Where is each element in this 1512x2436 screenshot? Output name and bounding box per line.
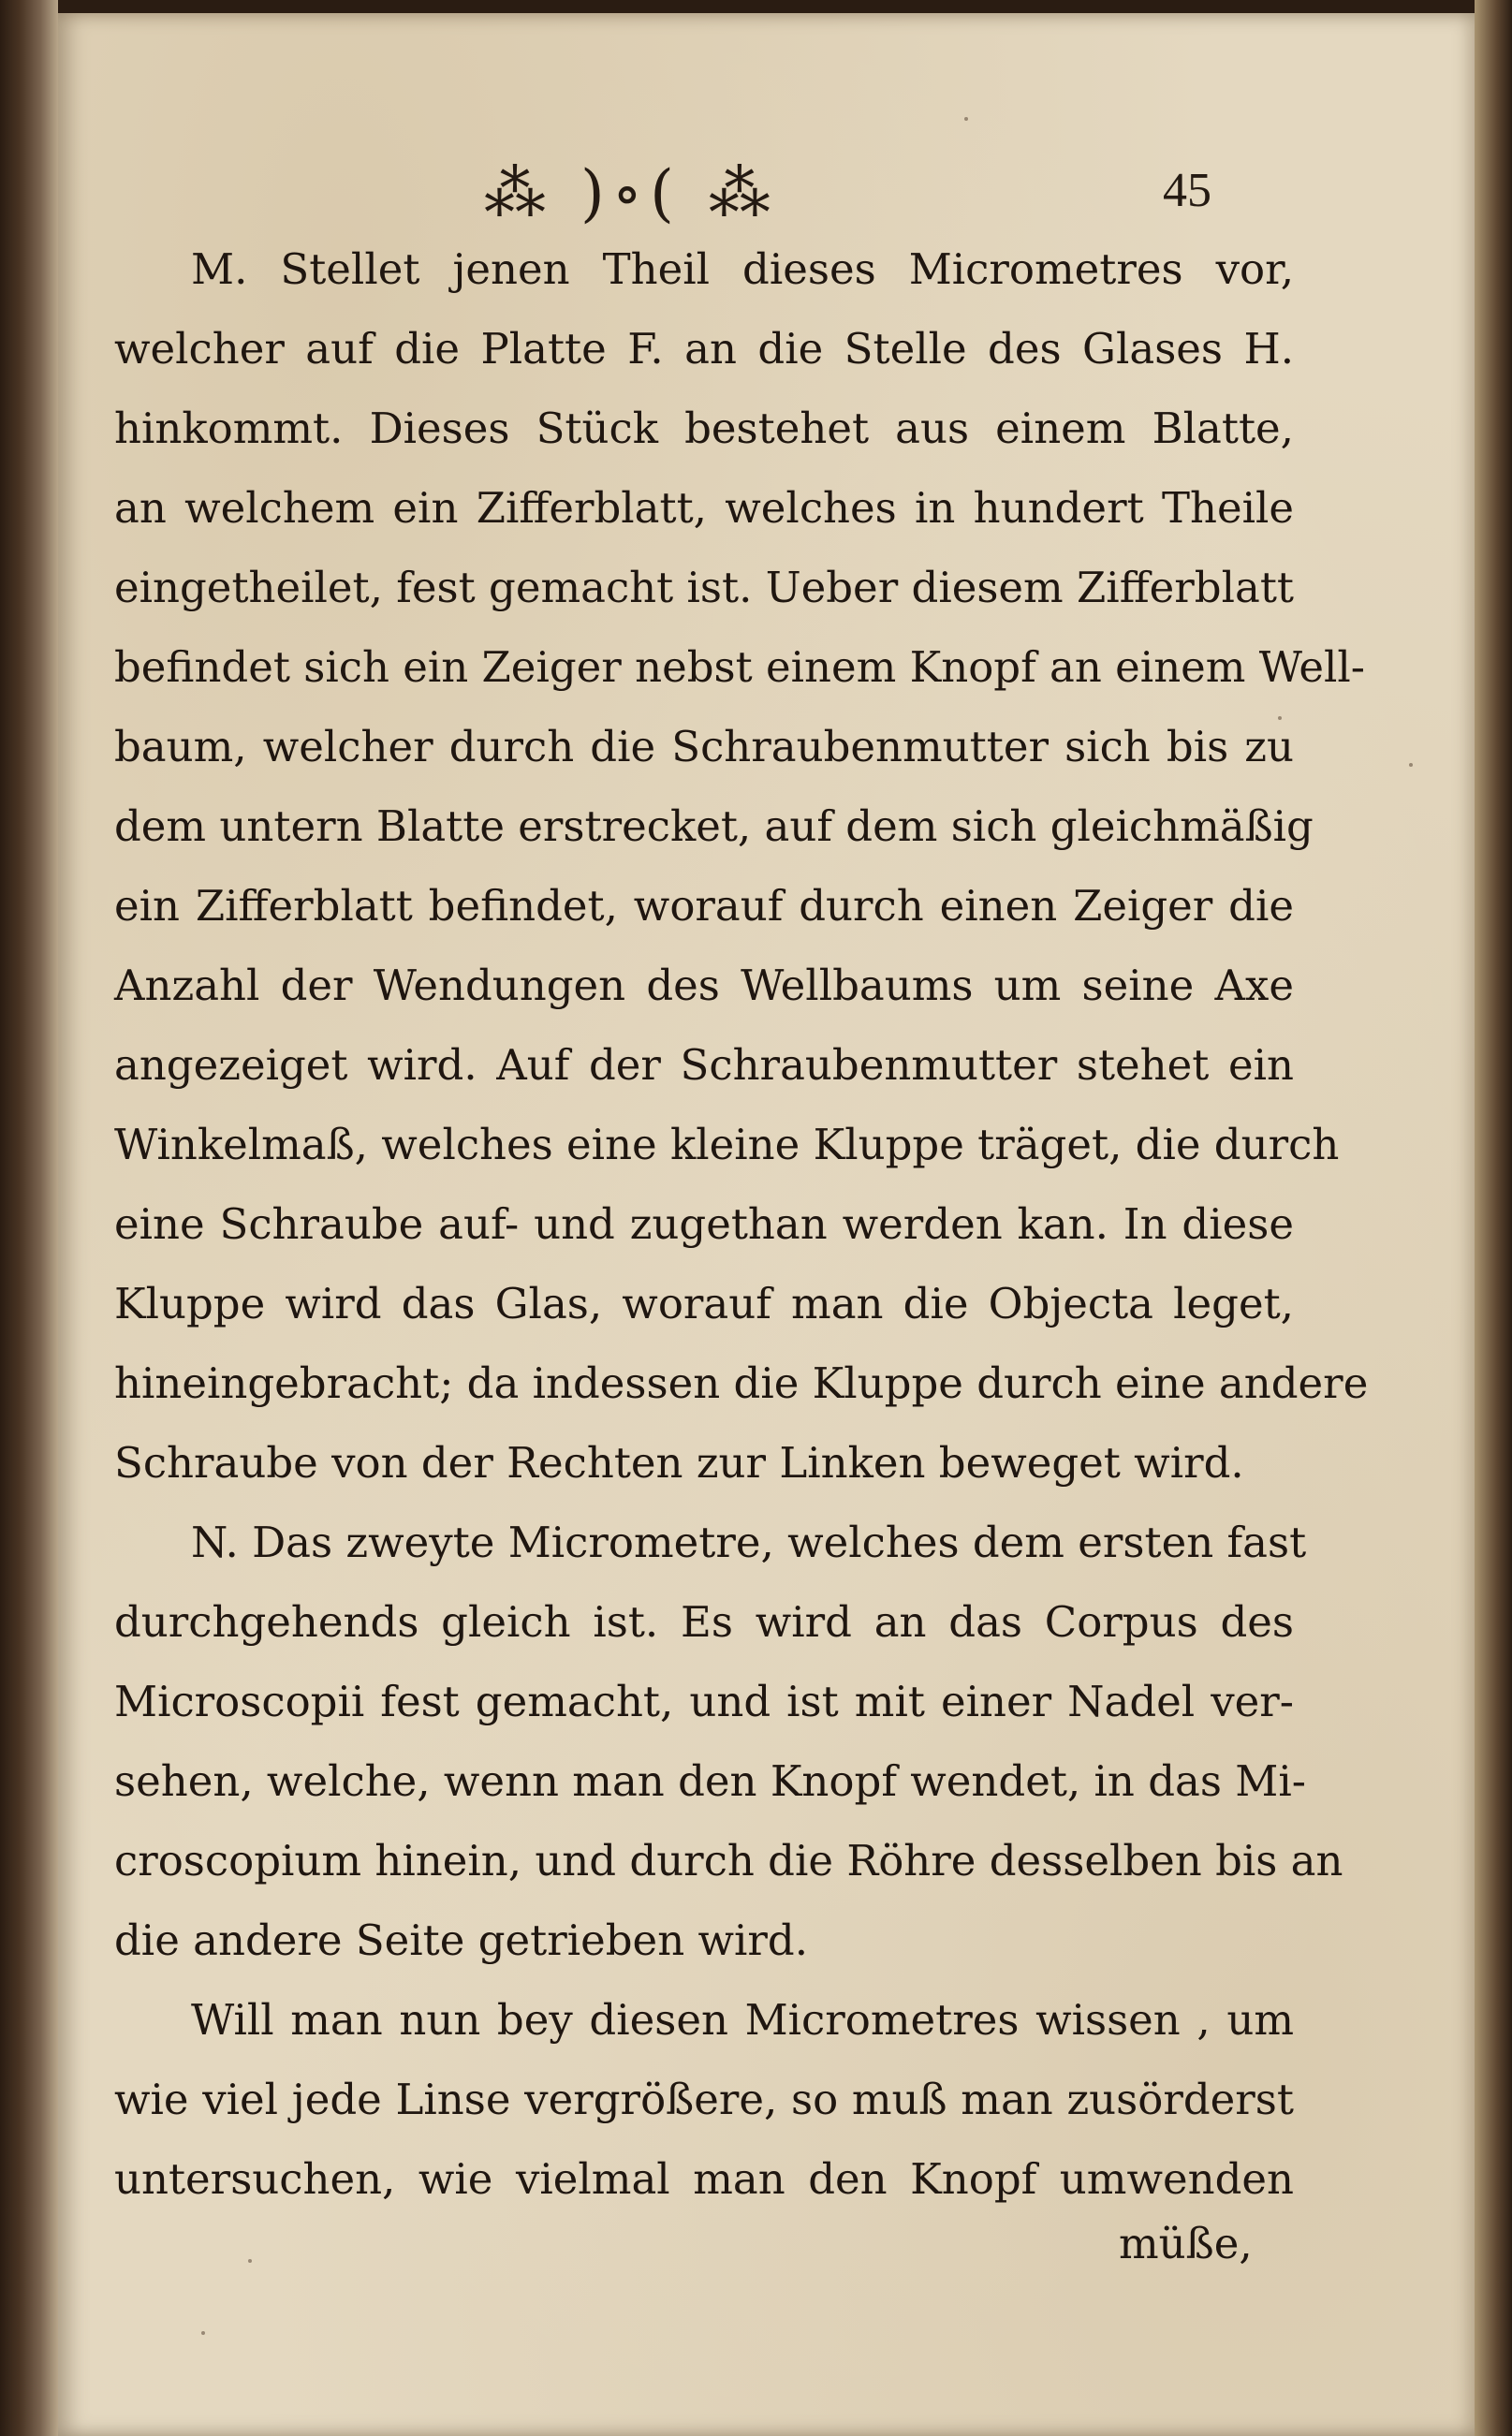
paper-speck (1278, 716, 1282, 720)
text-line: durchgehends gleich ist. Es wird an das Corpus des (114, 1597, 1294, 1647)
text-line: untersuchen, wie vielmal man den Knopf umwenden (114, 2154, 1294, 2204)
page-header (58, 150, 1475, 229)
text-line: N. Das zweyte Micrometre, welches dem ersten fast (191, 1518, 1307, 1567)
text-line: Kluppe wird das Glas, worauf man die Objecta leget, (114, 1279, 1294, 1328)
page-top-edge (58, 0, 1475, 13)
text-line: Winkelmaß, welches eine kleine Kluppe träget, die durch (114, 1120, 1340, 1169)
header-ornament: ⁂ )∘( ⁂ (484, 157, 778, 229)
text-line: Will man nun bey diesen Micrometres wissen , um (191, 1995, 1294, 2045)
page-fore-edge (1475, 0, 1512, 2436)
text-line: Anzahl der Wendungen des Wellbaums um seine Axe (114, 961, 1294, 1010)
text-line: ein Zifferblatt befindet, worauf durch einen Zeiger die (114, 881, 1294, 931)
text-line: eingetheilet, fest gemacht ist. Ueber diesem Zifferblatt (114, 563, 1294, 612)
text-line: eine Schraube auf- und zugethan werden kan. In diese (114, 1199, 1294, 1249)
text-line: angezeiget wird. Auf der Schraubenmutter stehet ein (114, 1040, 1294, 1090)
text-line: croscopium hinein, und durch die Röhre desselben bis an (114, 1836, 1343, 1886)
paper-speck (1409, 763, 1413, 767)
page-body (114, 229, 1369, 2219)
text-line: Schraube von der Rechten zur Linken beweget wird. (114, 1438, 1244, 1488)
text-line: wie viel jede Linse vergrößere, so muß man zusörderst (114, 2075, 1294, 2124)
text-line: befindet sich ein Zeiger nebst einem Knopf an einem Well- (114, 642, 1365, 692)
text-line: dem untern Blatte erstrecket, auf dem sich gleichmäßig (114, 801, 1314, 851)
text-line: hinkommt. Dieses Stück bestehet aus einem Blatte, (114, 404, 1294, 453)
paper-speck (964, 117, 968, 121)
text-line: an welchem ein Zifferblatt, welches in hundert Theile (114, 483, 1294, 533)
text-line: die andere Seite getrieben wird. (114, 1915, 809, 1965)
text-line: baum, welcher durch die Schraubenmutter sich bis zu (114, 722, 1294, 771)
paper-speck (201, 2331, 205, 2335)
text-line: M. Stellet jenen Theil dieses Micrometres vor, (191, 244, 1294, 294)
page-number: 45 (1163, 164, 1211, 217)
text-line: hineingebracht; da indessen die Kluppe durch eine andere (114, 1358, 1369, 1408)
catchword: müße, (1119, 2219, 1253, 2268)
book-gutter (0, 0, 58, 2436)
paper-speck (248, 2259, 252, 2263)
text-line: Microscopii fest gemacht, und ist mit einer Nadel ver- (114, 1677, 1294, 1726)
text-line: welcher auf die Platte F. an die Stelle des Glases H. (114, 324, 1294, 374)
text-line: sehen, welche, wenn man den Knopf wendet, in das Mi- (114, 1756, 1306, 1806)
